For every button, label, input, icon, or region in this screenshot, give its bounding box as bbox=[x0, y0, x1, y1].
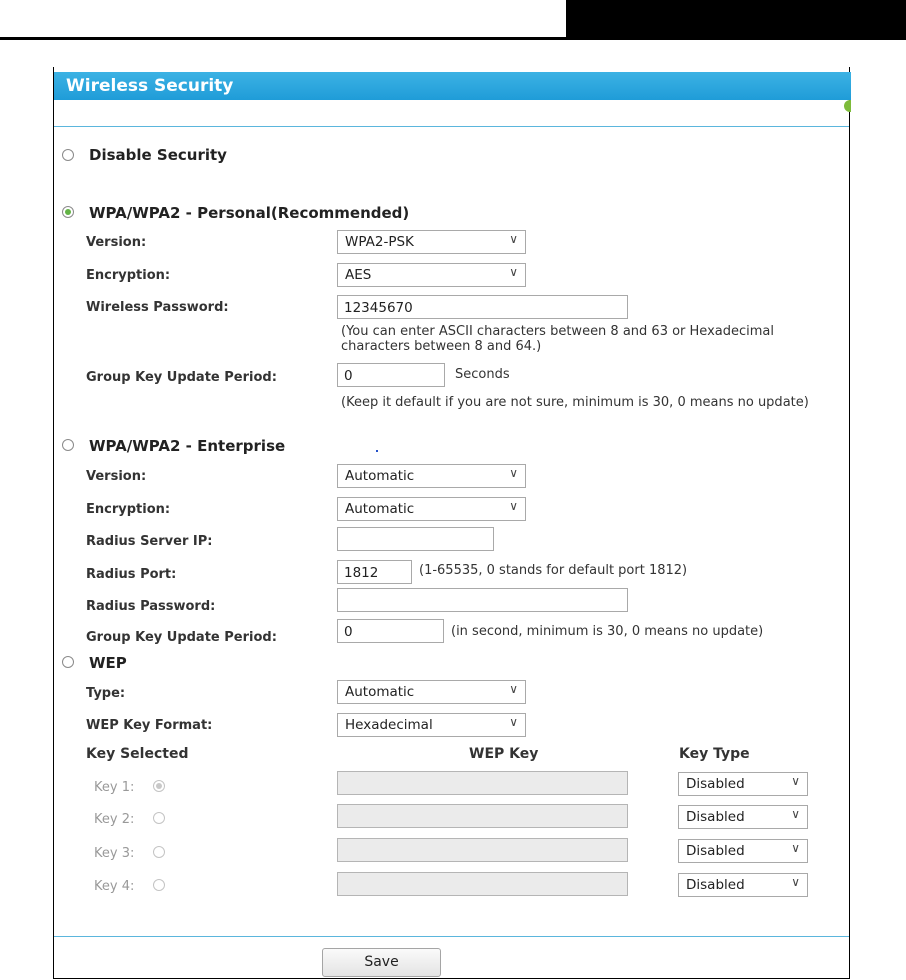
personal-encryption-select[interactable]: AES ∨ bbox=[337, 263, 526, 287]
key-2-label: Key 2: bbox=[94, 812, 135, 827]
key-4-label: Key 4: bbox=[94, 879, 135, 894]
wireless-password-input[interactable]: 12345670 bbox=[337, 295, 628, 319]
key-1-label: Key 1: bbox=[94, 780, 135, 795]
enterprise-group-key-input[interactable]: 0 bbox=[337, 619, 444, 643]
group-key-unit: Seconds bbox=[455, 367, 510, 382]
chevron-down-icon: ∨ bbox=[791, 774, 800, 788]
key-2-type-select[interactable]: Disabled ∨ bbox=[678, 805, 808, 829]
wpa-personal-label: WPA/WPA2 - Personal(Recommended) bbox=[89, 204, 410, 222]
personal-encryption-label: Encryption: bbox=[86, 268, 171, 283]
chevron-down-icon: ∨ bbox=[509, 466, 518, 480]
page-title: Wireless Security bbox=[66, 76, 234, 96]
wpa-enterprise-radio[interactable] bbox=[62, 439, 74, 451]
radius-ip-label: Radius Server IP: bbox=[86, 534, 213, 549]
personal-group-key-label: Group Key Update Period: bbox=[86, 370, 277, 385]
enterprise-version-select[interactable]: Automatic ∨ bbox=[337, 464, 526, 488]
key-1-radio[interactable] bbox=[153, 780, 165, 792]
disable-security-radio[interactable] bbox=[62, 149, 74, 161]
key-4-input[interactable] bbox=[337, 872, 628, 896]
key-2-input[interactable] bbox=[337, 804, 628, 828]
key-3-type-select[interactable]: Disabled ∨ bbox=[678, 839, 808, 863]
wep-key-header: WEP Key bbox=[469, 746, 539, 762]
chevron-down-icon: ∨ bbox=[791, 807, 800, 821]
save-button[interactable]: Save bbox=[322, 948, 441, 977]
group-key-note: (Keep it default if you are not sure, minimum is 30, 0 means no update) bbox=[341, 395, 809, 410]
wep-label: WEP bbox=[89, 654, 127, 672]
personal-version-select[interactable]: WPA2-PSK ∨ bbox=[337, 230, 526, 254]
wireless-password-label: Wireless Password: bbox=[86, 300, 229, 315]
chevron-down-icon: ∨ bbox=[509, 265, 518, 279]
chevron-down-icon: ∨ bbox=[509, 232, 518, 246]
key-2-radio[interactable] bbox=[153, 812, 165, 824]
key-type-header: Key Type bbox=[679, 746, 750, 762]
chevron-down-icon: ∨ bbox=[791, 875, 800, 889]
stray-dot bbox=[376, 450, 378, 452]
wep-type-label: Type: bbox=[86, 686, 126, 701]
key-1-input[interactable] bbox=[337, 771, 628, 795]
key-3-radio[interactable] bbox=[153, 846, 165, 858]
radius-password-input[interactable] bbox=[337, 588, 628, 612]
bottom-divider bbox=[54, 936, 849, 937]
chevron-down-icon: ∨ bbox=[509, 715, 518, 729]
wpa-personal-radio[interactable] bbox=[62, 206, 74, 218]
radius-port-label: Radius Port: bbox=[86, 567, 177, 582]
help-tab-marker bbox=[844, 100, 851, 112]
enterprise-group-key-note: (in second, minimum is 30, 0 means no update) bbox=[451, 624, 764, 639]
header-rule bbox=[0, 37, 906, 40]
top-divider bbox=[54, 126, 849, 127]
wep-type-select[interactable]: Automatic ∨ bbox=[337, 680, 526, 704]
enterprise-encryption-label: Encryption: bbox=[86, 502, 171, 517]
key-4-radio[interactable] bbox=[153, 879, 165, 891]
header-black-bar bbox=[566, 0, 906, 37]
radius-ip-input[interactable] bbox=[337, 527, 494, 551]
key-4-type-select[interactable]: Disabled ∨ bbox=[678, 873, 808, 897]
radius-port-note: (1-65535, 0 stands for default port 1812) bbox=[419, 563, 688, 578]
key-1-type-select[interactable]: Disabled ∨ bbox=[678, 772, 808, 796]
enterprise-encryption-select[interactable]: Automatic ∨ bbox=[337, 497, 526, 521]
key-3-input[interactable] bbox=[337, 838, 628, 862]
key-3-label: Key 3: bbox=[94, 846, 135, 861]
panel-title-bar bbox=[54, 72, 851, 100]
personal-version-label: Version: bbox=[86, 235, 147, 250]
wep-format-select[interactable]: Hexadecimal ∨ bbox=[337, 713, 526, 737]
chevron-down-icon: ∨ bbox=[509, 499, 518, 513]
radius-port-input[interactable]: 1812 bbox=[337, 560, 412, 584]
wpa-enterprise-label: WPA/WPA2 - Enterprise bbox=[89, 437, 286, 455]
chevron-down-icon: ∨ bbox=[791, 841, 800, 855]
enterprise-version-label: Version: bbox=[86, 469, 147, 484]
radius-password-label: Radius Password: bbox=[86, 599, 216, 614]
chevron-down-icon: ∨ bbox=[509, 682, 518, 696]
disable-security-label: Disable Security bbox=[89, 146, 227, 164]
wep-format-label: WEP Key Format: bbox=[86, 718, 213, 733]
enterprise-group-key-label: Group Key Update Period: bbox=[86, 630, 277, 645]
key-selected-header: Key Selected bbox=[86, 746, 189, 762]
personal-group-key-input[interactable]: 0 bbox=[337, 363, 445, 387]
wep-radio[interactable] bbox=[62, 656, 74, 668]
password-note: (You can enter ASCII characters between 8 and 63 or Hexadecimal characters between 8 and 64.) bbox=[341, 324, 774, 354]
